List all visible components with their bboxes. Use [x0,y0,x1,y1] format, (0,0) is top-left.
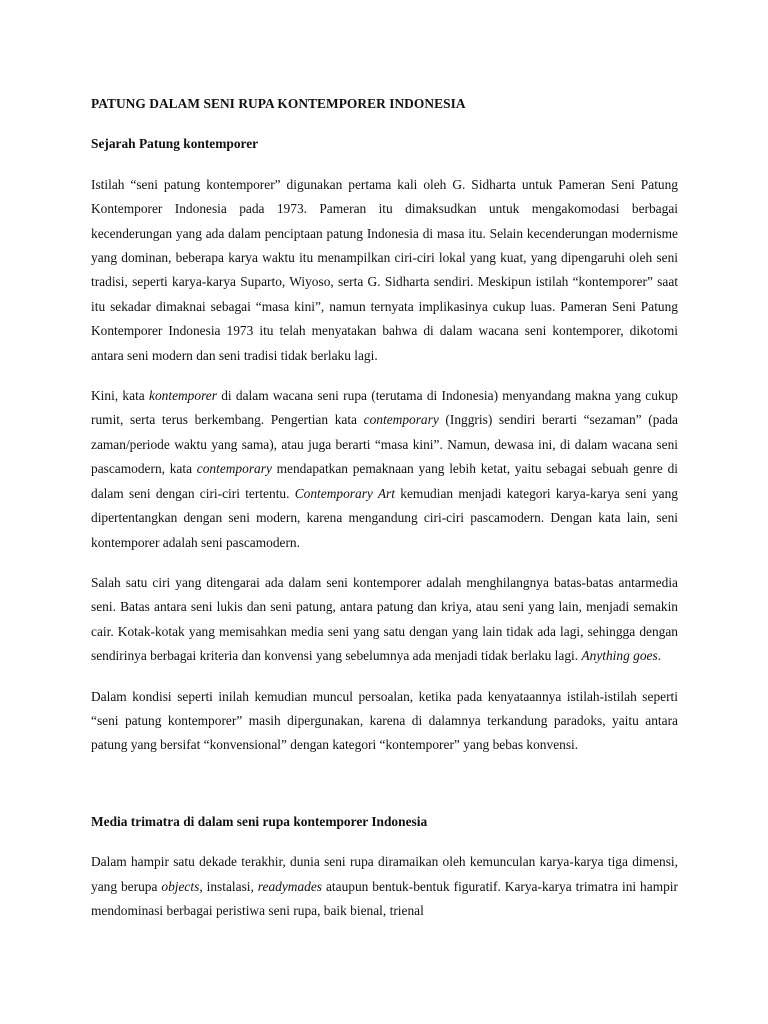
text-run: . [657,648,662,664]
italic-term: objects [161,878,200,894]
text-run: ataupun bentuk-bentuk figuratif. Karya-karya trimatra ini hampir mendominasi berbagai peristiwa seni rupa, baik bienal, trienal [91,878,678,918]
paragraph [91,173,678,368]
text-run: Dalam kondisi seperti inilah kemudian muncul persoalan, ketika pada kenyataannya istilah-istilah seperti “seni patung kontemporer” masih dipergunakan, karena di dalamnya terkandung paradoks, yaitu antara patung yang bersifat “konvensional” dengan kategori “kontemporer” yang bebas konvensi. [91,688,678,753]
paragraph [91,571,678,669]
document-title: PATUNG DALAM SENI RUPA KONTEMPORER INDONESIA [91,96,466,111]
italic-term: kontemporer [149,388,217,404]
paragraph [91,685,678,758]
section-media [91,810,678,924]
text-run: mendapatkan pemaknaan yang lebih ketat, yaitu sebagai sebuah genre di dalam seni dengan ciri-ciri tertentu. [91,461,678,501]
section-spacer [91,774,678,810]
text-run: Kini, kata [91,388,150,404]
section-heading-media: Media trimatra di dalam seni rupa kontemporer Indonesia [91,813,428,829]
text-run: Salah satu ciri yang ditengarai ada dalam seni kontemporer adalah menghilangnya batas-batas antarmedia seni. Batas antara seni lukis dan seni patung, antara patung dan kriya, atau seni yang lain, menjadi semakin cair. Kotak-kotak yang memisahkan media seni yang satu dengan yang lain tidak ada lagi, sehingga dengan sendirinya berbagai kriteria dan konvensi yang sebelumnya ada menjadi tidak berlaku lagi. [91,574,678,664]
text-run: kemudian menjadi kategori karya-karya seni yang dipertentangkan dengan seni modern, karena mengandung ciri-ciri pascamodern. Dengan kata lain, seni kontemporer adalah seni pascamodern. [91,485,678,550]
section-history [91,132,678,757]
italic-term: Anything goes [581,648,658,664]
italic-term: readymades [257,878,323,894]
text-run: Istilah “seni patung kontemporer” digunakan pertama kali oleh G. Sidharta untuk Pameran Seni Patung Kontemporer Indonesia pada 1973. Pameran itu dimaksudkan untuk mengakomodasi berbagai kecenderungan yang ada dalam penciptaan patung Indonesia di masa itu. Selain kecenderungan modernisme yang dominan, beberapa karya waktu itu menampilkan ciri-ciri lokal yang kuat, yang dipengaruhi oleh seni tradisi, seperti karya-karya Suparto, Wiyoso, serta G. Sidharta sendiri. Meskipun istilah “kontemporer” saat itu sekadar dimaknai sebagai “masa kini”, namun ternyata implikasinya cukup luas. Pameran Seni Patung Kontemporer Indonesia 1973 itu telah menyatakan bahwa di dalam wacana seni kontemporer, dikotomi antara seni modern dan seni tradisi tidak berlaku lagi. [91,176,678,363]
text-run: di dalam wacana seni rupa (terutama di Indonesia) menyandang makna yang cukup rumit, serta terus berkembang. Pengertian kata [91,388,678,428]
italic-term: contemporary [196,461,272,477]
text-run: , instalasi, [199,878,258,894]
italic-term: contemporary [363,412,439,428]
text-run: (Inggris) sendiri berarti “sezaman” (pada zaman/periode waktu yang sama), atau juga berarti “masa kini”. Namun, dewasa ini, di dalam wacana seni pascamodern, kata [91,412,678,477]
paragraph [91,850,678,923]
document-page [91,92,678,939]
paragraph [91,384,678,555]
text-run: Dalam hampir satu dekade terakhir, dunia seni rupa diramaikan oleh kemunculan karya-karya tiga dimensi, yang berupa [91,854,678,894]
italic-term: Contemporary Art [294,485,395,501]
section-heading-history: Sejarah Patung kontemporer [91,136,259,152]
